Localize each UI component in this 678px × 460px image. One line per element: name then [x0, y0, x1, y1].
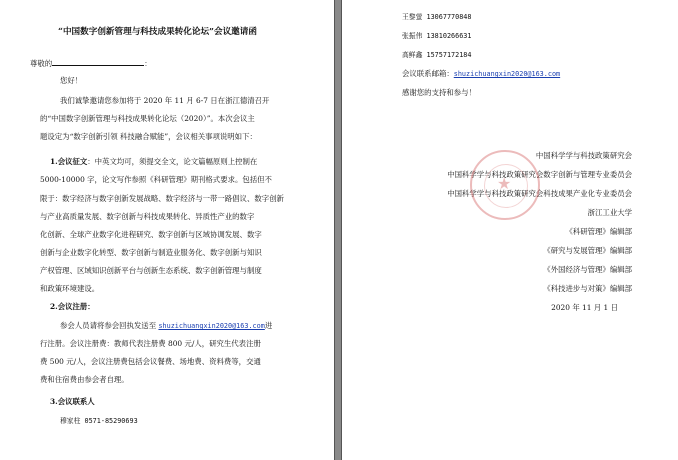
- contact-line: 王黎萤 13067770848: [402, 13, 472, 21]
- section2-line: 费 500 元/人，会议注册费包括会议餐费、场地费、资料费等，交通: [40, 357, 261, 366]
- section1-line: 与产业高质量发展、数字创新与科技成果转化、异质性产业的数字: [40, 212, 255, 221]
- section1-line: 产权管理、区域知识创新平台与创新生态系统、数字创新管理与制度: [40, 266, 262, 275]
- section1-line: 和政策环境建设。: [40, 284, 100, 293]
- section2-first-pre: 参会人员请将参会回执发送至: [60, 321, 159, 330]
- invitation-title: “中国数字创新管理与科技成果转化论坛”会议邀请函: [58, 27, 257, 37]
- section1-line: 限于：数字经济与数字创新发展战略、数字经济与一带一路倡议、数字创新: [40, 194, 284, 203]
- email-line: [402, 69, 560, 79]
- intro-line: 的“中国数字创新管理与科技成果转化论坛（2020）”。本次会议主: [40, 114, 255, 123]
- organizer: 《科研管理》编辑部: [565, 227, 632, 236]
- salutation: [30, 58, 152, 69]
- contact-email-link[interactable]: shuzichuangxin2020@163.com: [453, 70, 561, 78]
- page-gap-left: [334, 0, 335, 460]
- official-seal-stamp: [470, 150, 540, 220]
- salutation-suffix: ：: [144, 59, 152, 68]
- section1-first-line: [50, 157, 257, 167]
- seal-star-icon: ★: [497, 174, 512, 193]
- name-blank: [52, 58, 144, 66]
- document-date: 2020 年 11 月 1 日: [551, 303, 618, 312]
- organizer: 中国科学学与科技政策研究会数字创新与管理专业委员会: [447, 170, 632, 179]
- section1-line: 化创新、全球产业数字化进程研究、数字创新与区域协调发展、数字: [40, 230, 262, 239]
- organizer: 《研究与发展管理》编辑部: [543, 246, 632, 255]
- section2-heading: 2.会议注册: [50, 302, 88, 311]
- section2-line: 行注册。会议注册费：教师代表注册费 800 元/人，研究生代表注册: [40, 339, 261, 348]
- section1-first: ：中英文均可，须提交全文，论文篇幅原则上控制在: [87, 157, 258, 166]
- registration-email-link[interactable]: shuzichuangxin2020@163.com: [158, 322, 265, 330]
- section2-heading-line: [50, 302, 95, 312]
- page-left: [0, 0, 334, 460]
- intro-line: 题设定为“数字创新引领 科技融合赋能”，会议相关事项说明如下：: [40, 132, 257, 141]
- organizer: 《科技进步与对策》编辑部: [543, 284, 632, 293]
- greeting: 您好！: [60, 76, 83, 85]
- section2-line: 费和住宿费由参会者自理。: [40, 375, 129, 384]
- section1-heading: 1.会议征文: [50, 157, 88, 166]
- thanks-line: 感谢您的支持和参与！: [402, 88, 476, 97]
- page-right: [342, 0, 678, 460]
- contact-line: 张振伟 13810266631: [402, 32, 472, 40]
- section2-first-post: 进: [264, 321, 273, 330]
- section2-heading-suffix: ：: [87, 302, 95, 311]
- contact-line: 高鲜鑫 15757172184: [402, 51, 472, 59]
- salutation-label: 尊敬的: [30, 59, 53, 68]
- section2-first-line: [60, 321, 272, 331]
- section1-line: 5000-10000 字，论文写作参照《科研管理》期刊格式要求。包括但不: [40, 175, 272, 184]
- email-label: 会议联系邮箱：: [402, 69, 454, 78]
- section1-line: 创新与企业数字化转型、数字创新与制造业服务化、数字创新与知识: [40, 248, 262, 257]
- intro-line: 我们诚挚邀请您参加将于 2020 年 11 月 6-7 日在浙江德清召开: [60, 96, 270, 105]
- organizer: 《外国经济与管理》编辑部: [543, 265, 632, 274]
- organizer: 浙江工业大学: [587, 208, 632, 217]
- organizer: 中国科学学与科技政策研究会: [535, 151, 632, 160]
- contact-line: 穆家柱 0571-85290693: [60, 417, 138, 425]
- section3-heading: 3.会议联系人: [50, 397, 95, 406]
- organizer: 中国科学学与科技政策研究会科技成果产业化专业委员会: [447, 189, 632, 198]
